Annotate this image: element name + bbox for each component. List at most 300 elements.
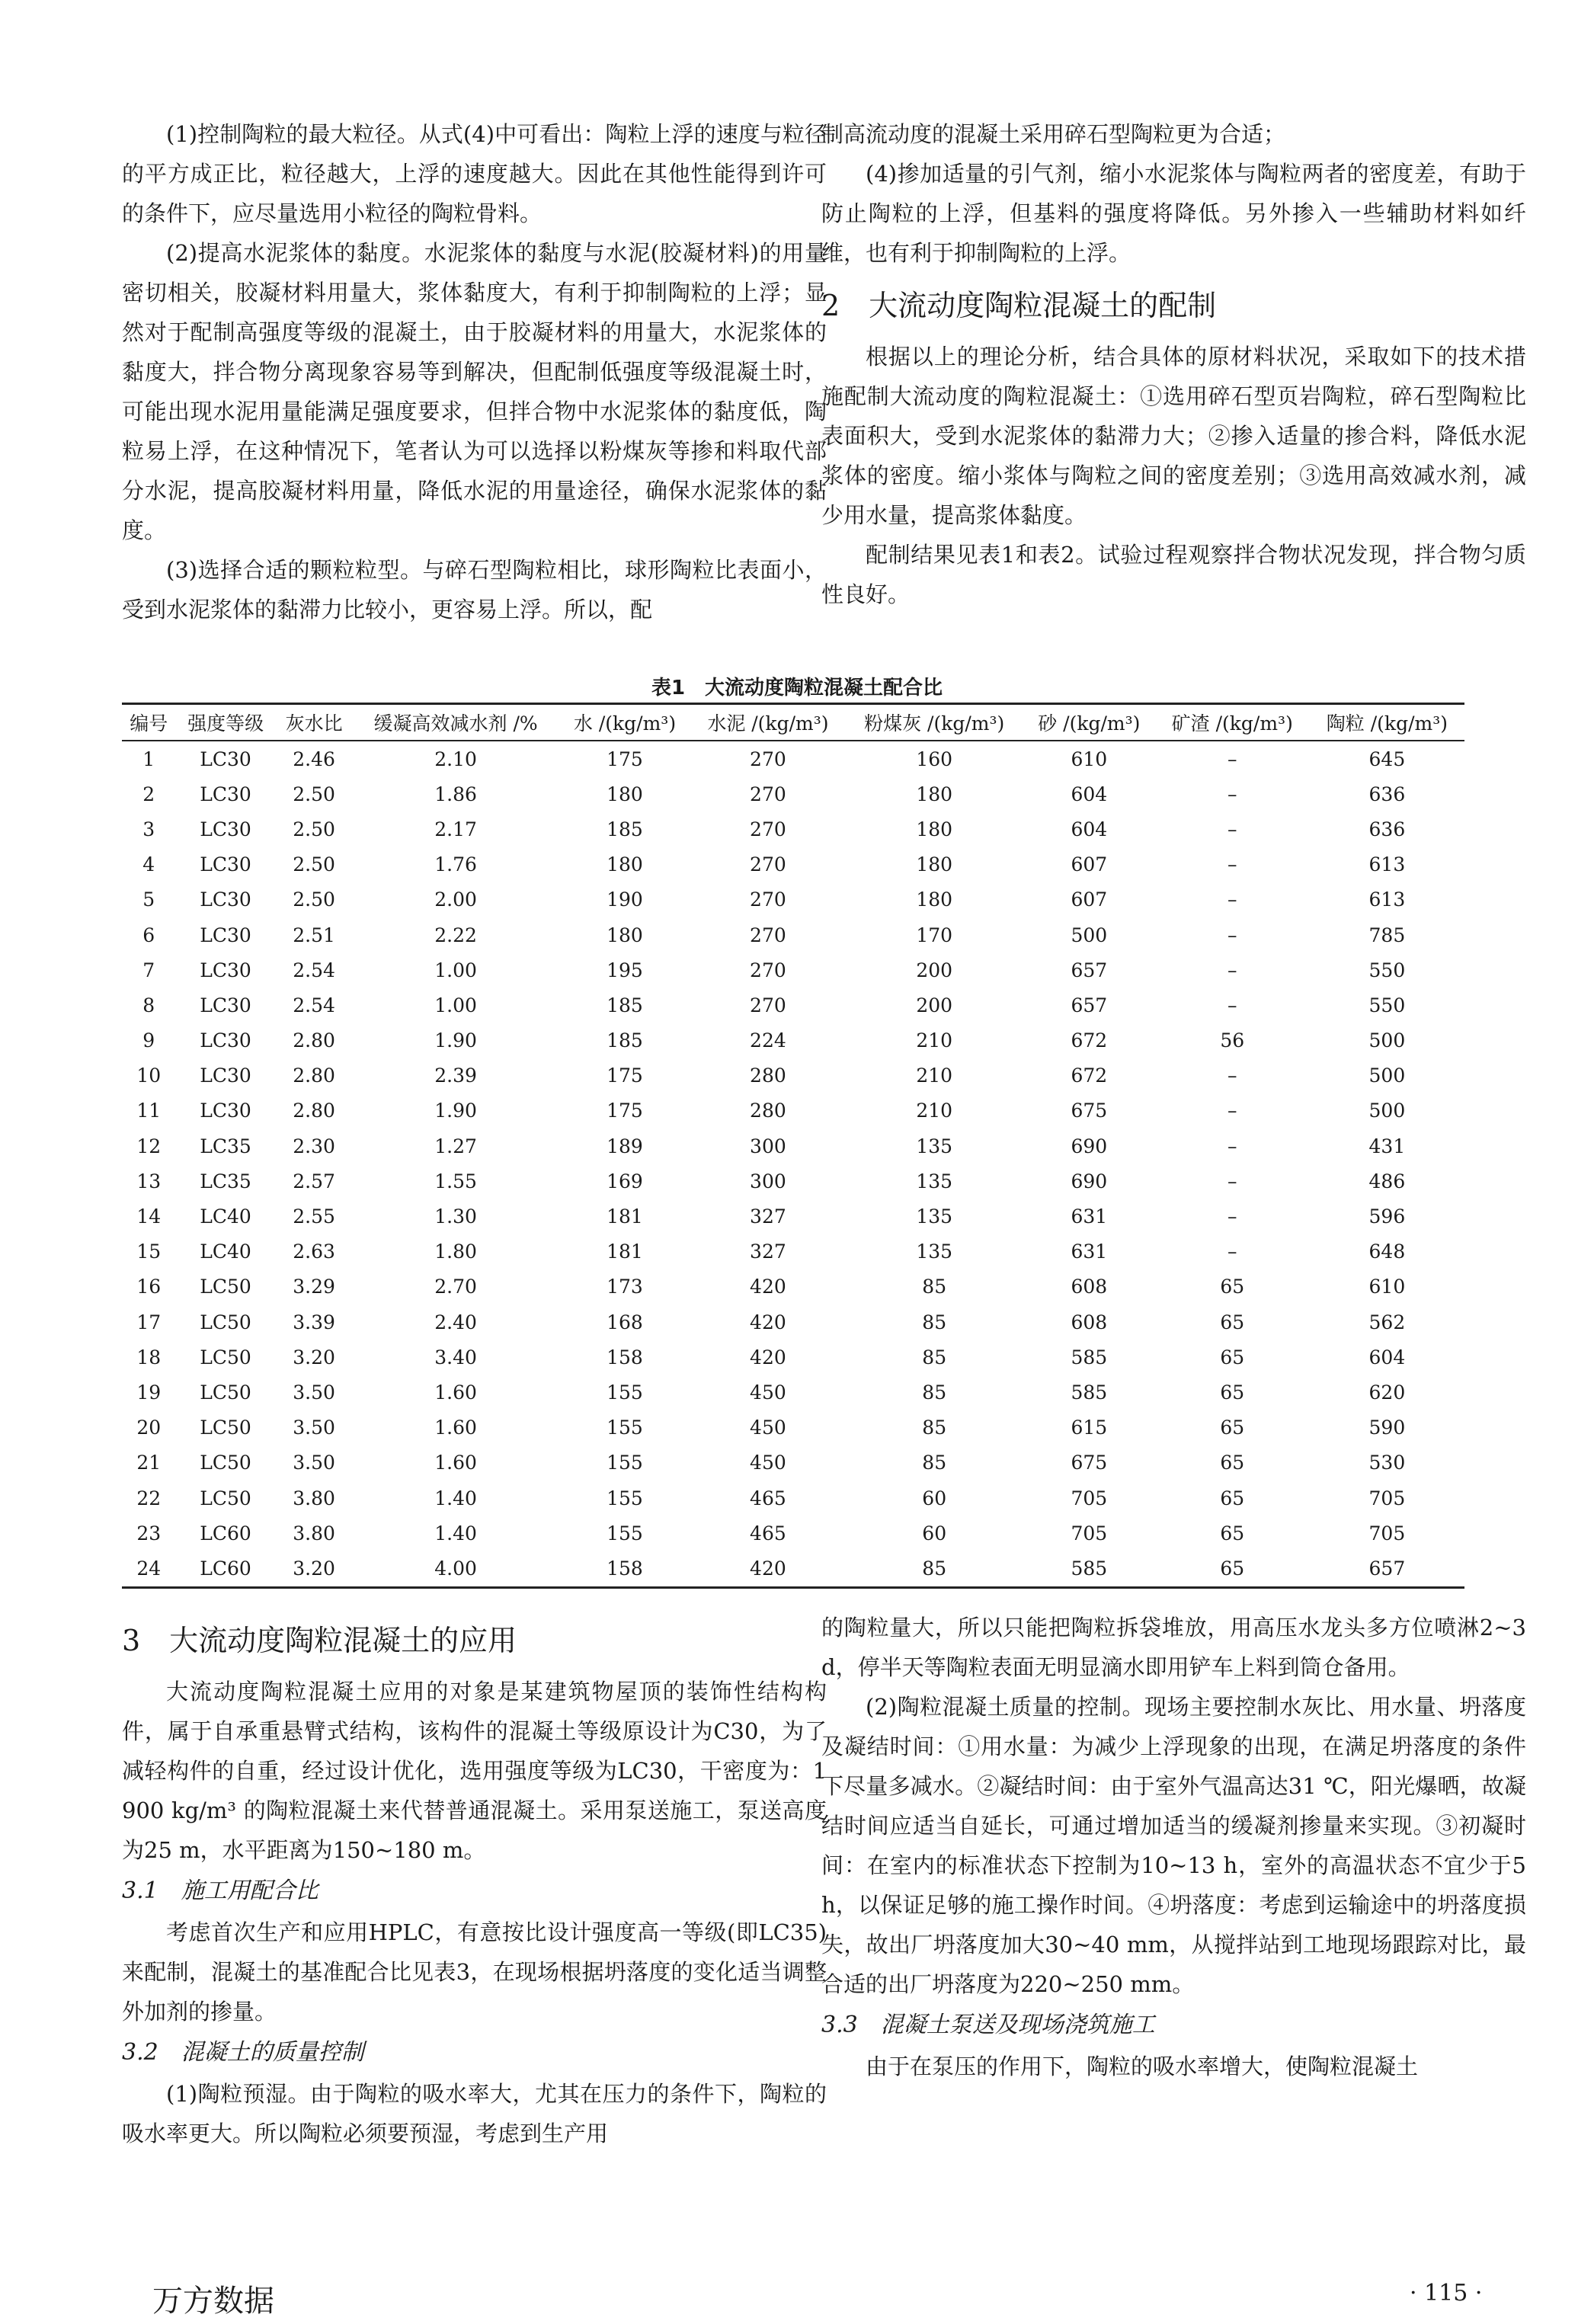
table-row — [122, 1128, 1464, 1164]
column-header: 粉煤灰 /(kg/m³) — [845, 704, 1023, 741]
table-cell: 1.30 — [434, 1205, 477, 1228]
table-cell: 500 — [1368, 1029, 1406, 1052]
table-cell: 168 — [607, 1311, 643, 1333]
table-cell: 596 — [1368, 1205, 1406, 1228]
table-cell: 300 — [750, 1135, 786, 1157]
table-cell: 585 — [1071, 1381, 1108, 1404]
table-cell: 300 — [750, 1170, 786, 1192]
table-cell: 11 — [136, 1100, 162, 1122]
table-cell: 173 — [607, 1276, 643, 1298]
table-cell: 270 — [750, 747, 786, 770]
table-cell: 631 — [1071, 1205, 1108, 1228]
table-cell: 705 — [1071, 1522, 1108, 1545]
subsection-heading: 3.1 施工用配合比 — [122, 1877, 318, 1904]
table-cell: LC60 — [175, 1551, 275, 1587]
table-cell: 604 — [1071, 818, 1108, 840]
table-cell: 56 — [1220, 1029, 1245, 1052]
paragraph: (1)陶粒预湿。由于陶粒的吸水率大，尤其在压力的条件下，陶粒的吸水率更大。所以陶粒必须要预湿，考虑到生产用 — [122, 2081, 827, 2146]
table-cell: 645 — [1368, 747, 1406, 770]
table-cell: 2.51 — [293, 924, 335, 946]
table-cell: 17 — [136, 1311, 162, 1333]
table-cell: LC30 — [200, 747, 251, 770]
table-cell: 431 — [1368, 1135, 1406, 1157]
table-cell: 2.80 — [293, 1064, 335, 1087]
paragraph: 由于在泵压的作用下，陶粒的吸水率增大，使陶粒混凝土 — [866, 2054, 1419, 2079]
table-cell: 181 — [607, 1240, 643, 1263]
table-cell: 158 — [607, 1346, 643, 1368]
table-cell: 185 — [607, 994, 643, 1016]
table-row — [122, 1551, 1464, 1587]
table-cell: 2.40 — [434, 1311, 477, 1333]
table-cell: 420 — [750, 1346, 786, 1368]
table-cell: 155 — [607, 1452, 643, 1474]
paragraph: 大流动度陶粒混凝土应用的对象是某建筑物屋顶的装饰性结构构件，属于自承重悬臂式结构，该构件的混凝土等级原设计为C30，为了减轻构件的自重，经过设计优化，选用强度等级为LC30，干密度为：1 900 kg/m³ 的陶粒混凝土来代替普通混凝土。采用泵送施工，泵送高度为25 m，水平距离为150~180 m。 — [122, 1679, 827, 1863]
table-cell: 465 — [750, 1522, 786, 1545]
table-cell: 2.57 — [293, 1170, 335, 1192]
table-cell: 23 — [136, 1522, 162, 1545]
table-cell: 4 — [142, 853, 155, 876]
table-cell: 200 — [916, 994, 953, 1016]
table-cell: 189 — [607, 1135, 643, 1157]
table-cell: 590 — [1368, 1416, 1406, 1439]
table-cell: – — [1227, 1170, 1237, 1192]
table-cell: 2.17 — [434, 818, 477, 840]
table-cell: 22 — [136, 1487, 162, 1509]
column-header: 编号 — [122, 704, 175, 741]
table-cell: 3.50 — [293, 1452, 335, 1474]
table-cell: 19 — [136, 1381, 162, 1404]
table-cell: 180 — [607, 924, 643, 946]
table-cell: 21 — [136, 1452, 162, 1474]
table-cell: 210 — [916, 1029, 953, 1052]
table-row — [122, 1023, 1464, 1058]
table-cell: 631 — [1071, 1240, 1108, 1263]
table-cell: 65 — [1220, 1487, 1245, 1509]
table-cell: LC50 — [200, 1311, 251, 1333]
table-cell: 65 — [1220, 1381, 1245, 1404]
table-cell: 3.29 — [293, 1276, 335, 1298]
table-row — [122, 988, 1464, 1023]
table-row — [122, 776, 1464, 811]
table-cell: 3.20 — [293, 1346, 335, 1368]
table-row — [122, 1234, 1464, 1269]
table-cell: 486 — [1368, 1170, 1406, 1192]
table-cell: 65 — [1220, 1522, 1245, 1545]
table-cell: 450 — [750, 1452, 786, 1474]
table-cell: 465 — [750, 1487, 786, 1509]
table-cell: 270 — [750, 994, 786, 1016]
table-cell: 2.39 — [434, 1064, 477, 1087]
table-cell: 1.76 — [434, 853, 477, 876]
table-cell: 675 — [1071, 1100, 1108, 1122]
table-cell: LC35 — [200, 1135, 251, 1157]
table-cell: – — [1227, 1064, 1237, 1087]
table-cell: 648 — [1368, 1240, 1406, 1263]
table-cell: 615 — [1071, 1416, 1108, 1439]
table-cell: 135 — [916, 1170, 953, 1192]
table-cell: – — [1227, 1135, 1237, 1157]
table-cell: 270 — [750, 924, 786, 946]
table-cell: 3.40 — [434, 1346, 477, 1368]
section-heading: 2 大流动度陶粒混凝土的配制 — [821, 289, 1217, 322]
table-cell: 85 — [922, 1381, 947, 1404]
table-cell: 636 — [1368, 783, 1406, 805]
table-cell: 3.80 — [293, 1522, 335, 1545]
table-cell: 690 — [1071, 1135, 1108, 1157]
paragraph: 考虑首次生产和应用HPLC，有意按比设计强度高一等级(即LC35)来配制，混凝土的基准配合比见表3，在现场根据坍落度的变化适当调整外加剂的掺量。 — [122, 1919, 827, 2025]
paragraph: (1)控制陶粒的最大粒径。从式(4)中可看出：陶粒上浮的速度与粒径的平方成正比，粒径越大，上浮的速度越大。因此在其他性能得到许可的条件下，应尽量选用小粒径的陶粒骨料。 — [122, 121, 827, 226]
table-cell: 155 — [607, 1381, 643, 1404]
table-cell: 1.40 — [434, 1487, 477, 1509]
table-cell: 585 — [1071, 1346, 1108, 1368]
table-cell: 2.55 — [293, 1205, 335, 1228]
table-cell: 327 — [750, 1240, 786, 1263]
column-header: 缓凝高效减水剂 /% — [353, 704, 559, 741]
table-cell: 9 — [142, 1029, 155, 1052]
table-cell: – — [1227, 959, 1237, 981]
table-cell: 2.30 — [293, 1135, 335, 1157]
table-row — [122, 882, 1464, 917]
table-cell: 2.63 — [293, 1240, 335, 1263]
table-row — [122, 917, 1464, 952]
table-cell: – — [1227, 1205, 1237, 1228]
table-cell: 15 — [136, 1240, 162, 1263]
left-column-bottom — [122, 1608, 827, 2153]
table-cell: 1.40 — [434, 1522, 477, 1545]
table-cell: 1.60 — [434, 1381, 477, 1404]
table-cell: 270 — [750, 959, 786, 981]
table-cell: 181 — [607, 1205, 643, 1228]
table-cell: 327 — [750, 1205, 786, 1228]
table-cell: 270 — [750, 853, 786, 876]
table-cell: 672 — [1071, 1029, 1108, 1052]
table-cell: 2.22 — [434, 924, 477, 946]
table-cell: – — [1227, 888, 1237, 911]
table-cell: 185 — [607, 818, 643, 840]
table-cell: LC30 — [200, 924, 251, 946]
table-cell: 180 — [916, 783, 953, 805]
table-cell: 180 — [607, 783, 643, 805]
table-cell: 13 — [136, 1170, 162, 1192]
table-cell: 607 — [1071, 888, 1108, 911]
table-row — [122, 1410, 1464, 1445]
table-body — [122, 741, 1464, 1587]
column-header: 水 /(kg/m³) — [559, 704, 691, 741]
table-header-row — [122, 704, 1464, 741]
table-cell: 135 — [916, 1205, 953, 1228]
table-cell: 1.80 — [434, 1240, 477, 1263]
table-cell: 224 — [750, 1029, 786, 1052]
paragraph: (2)提高水泥浆体的黏度。水泥浆体的黏度与水泥(胶凝材料)的用量密切相关，胶凝材料用量大，浆体黏度大，有利于抑制陶粒的上浮；显然对于配制高强度等级的混凝土，由于胶凝材料的用量大，水泥浆体的黏度大，拌合物分离现象容易等到解决，但配制低强度等级混凝土时，可能出现水泥用量能满足强度要求，但拌合物中水泥浆体的黏度低，陶粒易上浮，在这种情况下，笔者认为可以选择以粉煤灰等掺和料取代部分水泥，提高胶凝材料用量，降低水泥的用量途径，确保水泥浆体的黏度。 — [122, 240, 827, 543]
table-cell: 10 — [136, 1064, 162, 1087]
table-cell: 155 — [607, 1522, 643, 1545]
table-cell: – — [1227, 994, 1237, 1016]
table-cell: 20 — [136, 1416, 162, 1439]
table-cell: 180 — [916, 818, 953, 840]
table-cell: – — [1227, 1240, 1237, 1263]
watermark-text: 万方数据 — [152, 2284, 274, 2319]
table-cell: 550 — [1368, 994, 1406, 1016]
table-cell: 85 — [845, 1551, 1023, 1587]
table-cell: 1.55 — [434, 1170, 477, 1192]
table-cell: 85 — [922, 1416, 947, 1439]
table-cell: 6 — [142, 924, 155, 946]
table-cell: 690 — [1071, 1170, 1108, 1192]
table-cell: 155 — [607, 1487, 643, 1509]
table-cell: 135 — [916, 1135, 953, 1157]
table-row — [122, 1304, 1464, 1340]
table-cell: 1.90 — [434, 1100, 477, 1122]
table-cell: 210 — [916, 1100, 953, 1122]
table-cell: 1.60 — [434, 1416, 477, 1439]
table-cell: 607 — [1071, 853, 1108, 876]
section-heading: 3 大流动度陶粒混凝土的应用 — [122, 1624, 517, 1657]
table-cell: 610 — [1368, 1276, 1406, 1298]
table-cell: 169 — [607, 1170, 643, 1192]
table-cell: 500 — [1368, 1064, 1406, 1087]
table-cell: 175 — [607, 747, 643, 770]
table-cell: 785 — [1368, 924, 1406, 946]
table-cell: 420 — [690, 1551, 845, 1587]
table-row — [122, 1199, 1464, 1234]
right-column-top — [821, 114, 1526, 614]
table-row — [122, 1516, 1464, 1551]
table-cell: 675 — [1071, 1452, 1108, 1474]
table-cell: 608 — [1071, 1311, 1108, 1333]
table-row — [122, 847, 1464, 882]
table-cell: LC30 — [200, 1029, 251, 1052]
table-cell: 420 — [750, 1311, 786, 1333]
table-cell: 210 — [916, 1064, 953, 1087]
table-cell: – — [1227, 818, 1237, 840]
table-cell: 585 — [1023, 1551, 1155, 1587]
table-row — [122, 952, 1464, 988]
table-cell: 3.80 — [293, 1487, 335, 1509]
table-row — [122, 1058, 1464, 1093]
table-row — [122, 811, 1464, 847]
table-cell: LC30 — [200, 783, 251, 805]
table-cell: 200 — [916, 959, 953, 981]
table-cell: LC30 — [200, 994, 251, 1016]
table-title: 表1 大流动度陶粒混凝土配合比 — [651, 677, 943, 699]
table-cell: 672 — [1071, 1064, 1108, 1087]
table-cell: LC35 — [200, 1170, 251, 1192]
table-cell: – — [1227, 853, 1237, 876]
table-cell: LC60 — [200, 1522, 251, 1545]
table-cell: 610 — [1071, 747, 1108, 770]
column-header: 强度等级 — [175, 704, 275, 741]
table-cell: LC50 — [200, 1416, 251, 1439]
paragraph: 制高流动度的混凝土采用碎石型陶粒更为合适； — [821, 121, 1286, 147]
paragraph: 的陶粒量大，所以只能把陶粒拆袋堆放，用高压水龙头多方位喷淋2~3 d，停半天等陶粒表面无明显滴水即用铲车上料到筒仓备用。 — [821, 1615, 1526, 1680]
table-cell: 1.00 — [434, 994, 477, 1016]
table-cell: 65 — [1220, 1416, 1245, 1439]
table-cell: 160 — [916, 747, 953, 770]
table-cell: 155 — [607, 1416, 643, 1439]
table-cell: 530 — [1368, 1452, 1406, 1474]
paragraph: (4)掺加适量的引气剂，缩小水泥浆体与陶粒两者的密度差，有助于防止陶粒的上浮，但基料的强度将降低。另外掺入一些辅助材料如纤维，也有利于抑制陶粒的上浮。 — [821, 161, 1526, 266]
table-cell: 85 — [922, 1346, 947, 1368]
table-cell: LC40 — [200, 1205, 251, 1228]
table-cell: 158 — [559, 1551, 691, 1587]
table-cell: 1.60 — [434, 1452, 477, 1474]
table-cell: 657 — [1310, 1551, 1464, 1587]
table-cell: 2.80 — [293, 1029, 335, 1052]
table-cell: 450 — [750, 1416, 786, 1439]
mix-proportion-table — [122, 703, 1464, 1589]
table-cell: 270 — [750, 818, 786, 840]
paragraph: 配制结果见表1和表2。试验过程观察拌合物状况发现，拌合物匀质性良好。 — [821, 542, 1526, 607]
column-header: 砂 /(kg/m³) — [1023, 704, 1155, 741]
table-cell: 500 — [1071, 924, 1108, 946]
table-cell: 705 — [1368, 1487, 1406, 1509]
table-cell: LC30 — [200, 1064, 251, 1087]
table-cell: 18 — [136, 1346, 162, 1368]
table-cell: 1.86 — [434, 783, 477, 805]
table-cell: 450 — [750, 1381, 786, 1404]
table-cell: 2.50 — [293, 818, 335, 840]
table-cell: 2.70 — [434, 1276, 477, 1298]
table-cell: 3.39 — [293, 1311, 335, 1333]
table-cell: 65 — [1220, 1276, 1245, 1298]
table-cell: LC50 — [200, 1487, 251, 1509]
table-cell: 2.80 — [293, 1100, 335, 1122]
table-cell: LC50 — [200, 1452, 251, 1474]
table-cell: LC30 — [200, 1100, 251, 1122]
table-cell: 2.10 — [434, 747, 477, 770]
column-header: 陶粒 /(kg/m³) — [1310, 704, 1464, 741]
table-cell: 280 — [750, 1100, 786, 1122]
table-cell: 12 — [136, 1135, 162, 1157]
table-cell: 636 — [1368, 818, 1406, 840]
page-number: · 115 · — [1410, 2280, 1483, 2306]
table-cell: LC30 — [200, 959, 251, 981]
table-cell: 3 — [142, 818, 155, 840]
table-cell: 562 — [1368, 1311, 1406, 1333]
column-header: 水泥 /(kg/m³) — [690, 704, 845, 741]
table-cell: LC30 — [200, 818, 251, 840]
table-cell: – — [1227, 747, 1237, 770]
table-cell: 2.50 — [293, 888, 335, 911]
table-cell: 175 — [607, 1064, 643, 1087]
table-cell: – — [1227, 783, 1237, 805]
table-cell: 65 — [1220, 1452, 1245, 1474]
table-cell: 705 — [1071, 1487, 1108, 1509]
table-cell: 85 — [922, 1452, 947, 1474]
table-cell: 270 — [750, 783, 786, 805]
paragraph: (3)选择合适的颗粒粒型。与碎石型陶粒相比，球形陶粒比表面小，受到水泥浆体的黏滞力比较小，更容易上浮。所以，配 — [122, 557, 827, 623]
table-cell: 604 — [1368, 1346, 1406, 1368]
table-cell: – — [1227, 1100, 1237, 1122]
table-cell: 705 — [1368, 1522, 1406, 1545]
table-cell: 180 — [607, 853, 643, 876]
table-row — [122, 1375, 1464, 1410]
table-cell: 65 — [1220, 1346, 1245, 1368]
table-cell: 657 — [1071, 959, 1108, 981]
table-cell: 180 — [916, 853, 953, 876]
table-cell: 500 — [1368, 1100, 1406, 1122]
table-cell: 185 — [607, 1029, 643, 1052]
table-row — [122, 1445, 1464, 1481]
table-cell: 270 — [750, 888, 786, 911]
table-cell: 657 — [1071, 994, 1108, 1016]
subsection-heading: 3.2 混凝土的质量控制 — [122, 2039, 364, 2066]
table-cell: LC50 — [200, 1381, 251, 1404]
table-cell: 170 — [916, 924, 953, 946]
table-row — [122, 1481, 1464, 1516]
table-cell: 16 — [136, 1276, 162, 1298]
table-cell: 613 — [1368, 853, 1406, 876]
table-cell: 60 — [922, 1487, 947, 1509]
table-cell: 2.50 — [293, 783, 335, 805]
table-cell: 60 — [922, 1522, 947, 1545]
table-cell: 180 — [916, 888, 953, 911]
table-cell: 1 — [142, 747, 155, 770]
table-cell: 2.46 — [293, 747, 335, 770]
table-row — [122, 741, 1464, 776]
table-cell: LC50 — [200, 1276, 251, 1298]
table-cell: 135 — [916, 1240, 953, 1263]
table-row — [122, 1164, 1464, 1199]
table-cell: 24 — [122, 1551, 175, 1587]
table-row — [122, 1340, 1464, 1375]
table-cell: 85 — [922, 1276, 947, 1298]
table-cell: 2.50 — [293, 853, 335, 876]
table-cell: 65 — [1155, 1551, 1310, 1587]
table-cell: 620 — [1368, 1381, 1406, 1404]
column-header: 灰水比 — [276, 704, 353, 741]
table-cell: LC30 — [200, 888, 251, 911]
paragraph: 根据以上的理论分析，结合具体的原材料状况，采取如下的技术措施配制大流动度的陶粒混凝土：①选用碎石型页岩陶粒，碎石型陶粒比表面积大，受到水泥浆体的黏滞力大；②掺入适量的掺合料，降低水泥浆体的密度。缩小浆体与陶粒之间的密度差别；③选用高效减水剂，减少用水量，提高浆体黏度。 — [821, 344, 1526, 528]
table-row — [122, 1093, 1464, 1128]
table-cell: 2 — [142, 783, 155, 805]
table-cell: – — [1227, 924, 1237, 946]
table-cell: 4.00 — [353, 1551, 559, 1587]
table-cell: 604 — [1071, 783, 1108, 805]
table-cell: 65 — [1220, 1311, 1245, 1333]
table-row — [122, 1269, 1464, 1304]
table-cell: 3.50 — [293, 1381, 335, 1404]
table-cell: 608 — [1071, 1276, 1108, 1298]
table-cell: 7 — [142, 959, 155, 981]
table-cell: 14 — [136, 1205, 162, 1228]
subsection-heading: 3.3 混凝土泵送及现场浇筑施工 — [821, 2012, 1155, 2038]
table-cell: LC30 — [200, 853, 251, 876]
table-cell: 420 — [750, 1276, 786, 1298]
paragraph: (2)陶粒混凝土质量的控制。现场主要控制水灰比、用水量、坍落度及凝结时间：①用水量：为减少上浮现象的出现，在满足坍落度的条件下尽量多减水。②凝结时间：由于室外气温高达31 ℃，阳光爆晒，故凝结时间应适当自延长，可通过增加适当的缓凝剂掺量来实现。③初凝时间：在室内的标准状态下控制为10~13 h，室外的高温状态不宜少于5 h，以保证足够的施工操作时间。④坍落度：考虑到运输途中的坍落度损失，故出厂坍落度加大30~40 mm，从搅拌站到工地现场跟踪对比，最合适的出厂坍落度为220~250 mm。 — [821, 1694, 1526, 1997]
table-cell: 613 — [1368, 888, 1406, 911]
table-cell: 2.54 — [293, 994, 335, 1016]
right-column-bottom — [821, 1608, 1526, 2086]
table-cell: 5 — [142, 888, 155, 911]
table-cell: LC50 — [200, 1346, 251, 1368]
table-cell: 2.54 — [293, 959, 335, 981]
table-cell: LC40 — [200, 1240, 251, 1263]
table-cell: 1.27 — [434, 1135, 477, 1157]
table-cell: 175 — [607, 1100, 643, 1122]
table-cell: 195 — [607, 959, 643, 981]
table-cell: 190 — [607, 888, 643, 911]
table-cell: 1.90 — [434, 1029, 477, 1052]
table-cell: 2.00 — [434, 888, 477, 911]
table-cell: 3.20 — [276, 1551, 353, 1587]
column-header: 矿渣 /(kg/m³) — [1155, 704, 1310, 741]
table-cell: 280 — [750, 1064, 786, 1087]
table-cell: 3.50 — [293, 1416, 335, 1439]
table-cell: 8 — [142, 994, 155, 1016]
left-column-top — [122, 114, 827, 629]
table-cell: 85 — [922, 1311, 947, 1333]
